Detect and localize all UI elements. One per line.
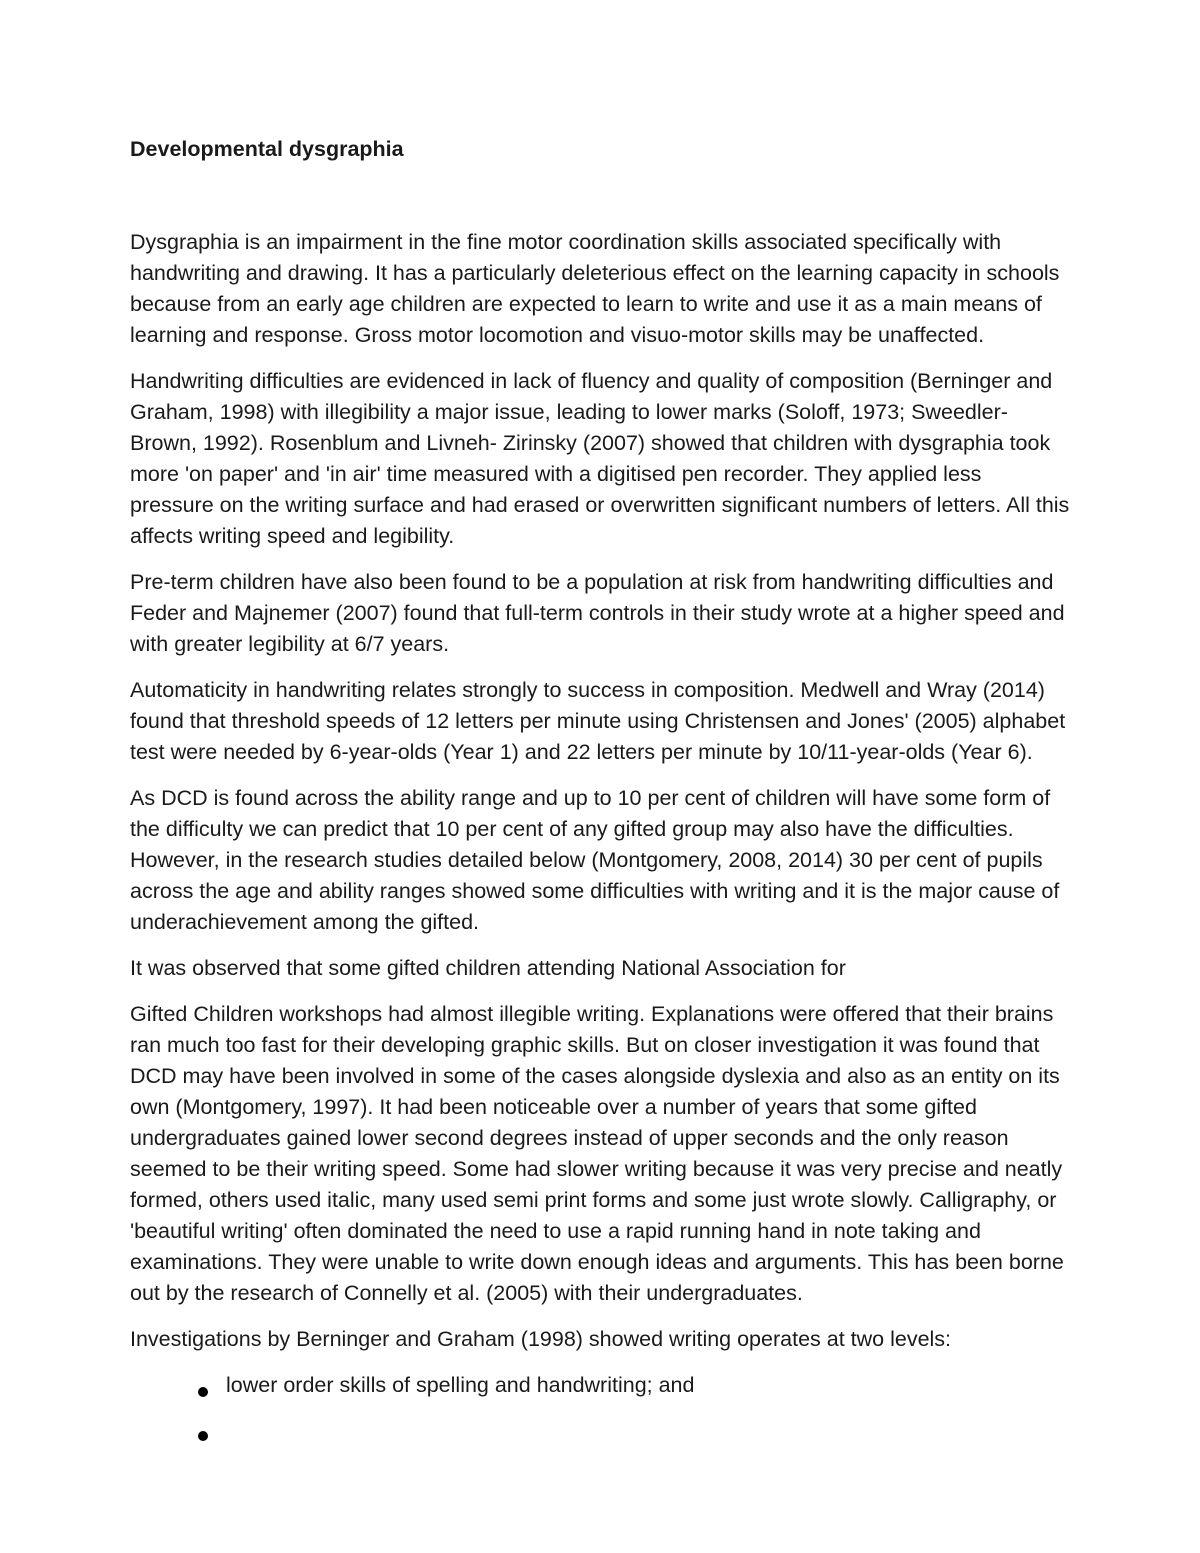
- bullet-icon: [198, 1387, 208, 1397]
- paragraph: As DCD is found across the ability range and up to 10 per cent of children will have some form of the difficulty we can predict that 10 per cent of any gifted group may also have the difficulties. However, in the research studies detailed below (Montgomery, 2008, 2014) 30 per cent of pupils across the age and ability ranges showed some difficulties with writing and it is the major cause of underachievement among the gifted.: [130, 786, 1060, 934]
- paragraph: Dysgraphia is an impairment in the fine motor coordination skills associated specifically with handwriting and drawing. It has a particularly deleterious effect on the learning capacity in schools because from an early age children are expected to learn to write and use it as a main means of learning and response. Gross motor locomotion and visuo-motor skills may be unaffected.: [130, 230, 1060, 347]
- bullet-list-item: [130, 1414, 1080, 1445]
- paragraph: It was observed that some gifted children attending National Association for: [130, 956, 846, 980]
- bullet-list: [130, 1370, 1080, 1445]
- document-page: [130, 134, 1080, 1458]
- bullet-text: lower order skills of spelling and handwriting; and: [226, 1373, 695, 1397]
- bullet-icon: [198, 1431, 208, 1441]
- paragraph: Investigations by Berninger and Graham (1998) showed writing operates at two levels:: [130, 1327, 952, 1351]
- bullet-list-item: [130, 1370, 1080, 1401]
- paragraph: Handwriting difficulties are evidenced in lack of fluency and quality of composition (Berninger and Graham, 1998) with illegibility a major issue, leading to lower marks (Soloff, 1973; Sweedler-Brown, 1992). Rosenblum and Livneh- Zirinsky (2007) showed that children with dysgraphia took more 'on paper' and 'in air' time measured with a digitised pen recorder. They applied less pressure on the writing surface and had erased or overwritten significant numbers of letters. All this affects writing speed and legibility.: [130, 369, 1070, 548]
- paragraph: Gifted Children workshops had almost illegible writing. Explanations were offered that their brains ran much too fast for their developing graphic skills. But on closer investigation it was found that DCD may have been involved in some of the cases alongside dyslexia and also as an entity on its own (Montgomery, 1997). It had been noticeable over a number of years that some gifted undergraduates gained lower second degrees instead of upper seconds and the only reason seemed to be their writing speed. Some had slower writing because it was very precise and neatly formed, others used italic, many used semi print forms and some just wrote slowly. Calligraphy, or 'beautiful writing' often dominated the need to use a rapid running hand in note taking and examinations. They were unable to write down enough ideas and arguments. This has been borne out by the research of Connelly et al. (2005) with their undergraduates.: [130, 1002, 1064, 1305]
- paragraph: Automaticity in handwriting relates strongly to success in composition. Medwell and Wray (2014) found that threshold speeds of 12 letters per minute using Christensen and Jones' (2005) alphabet test were needed by 6-year-olds (Year 1) and 22 letters per minute by 10/11-year-olds (Year 6).: [130, 678, 1066, 764]
- document-title: Developmental dysgraphia: [130, 137, 404, 161]
- paragraph: Pre-term children have also been found to be a population at risk from handwriting difficulties and Feder and Majnemer (2007) found that full-term controls in their study wrote at a higher speed and with greater legibility at 6/7 years.: [130, 570, 1065, 656]
